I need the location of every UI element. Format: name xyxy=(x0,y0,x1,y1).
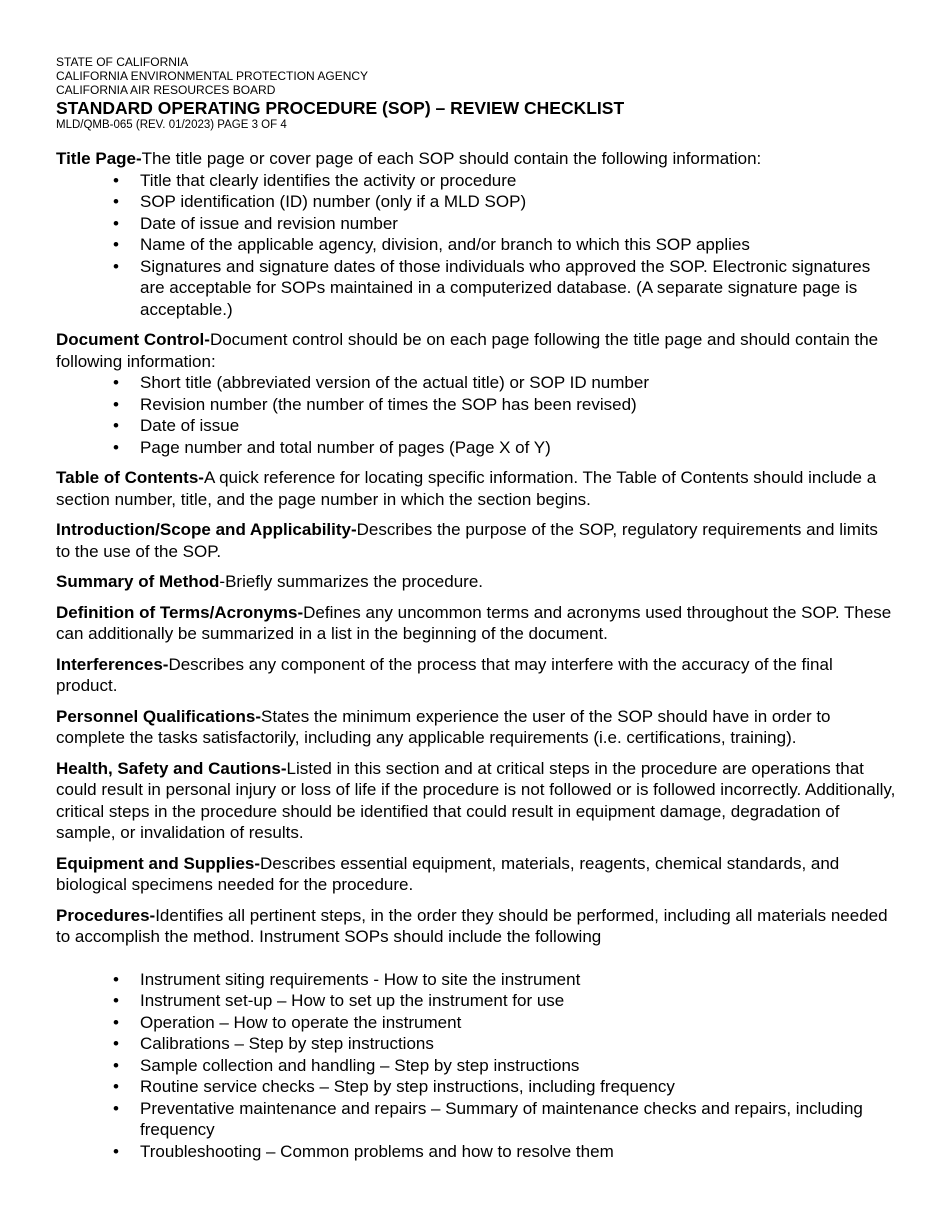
section-equipment xyxy=(56,853,896,896)
section-title-page xyxy=(56,148,896,320)
list-item: • Name of the applicable agency, division, and/or branch to which this SOP applies xyxy=(56,234,896,256)
section-text: Identifies all pertinent steps, in the order they should be performed, including all materials needed to accomplish the method. Instrument SOPs should include the following xyxy=(56,905,888,946)
section-text: States the minimum experience the user of the SOP should have in order to complete the tasks satisfactorily, including any applicable requirements (i.e. certifications, training). xyxy=(56,706,831,747)
section-label: Health, Safety and Cautions- xyxy=(56,758,287,778)
section-label: Definition of Terms/Acronyms- xyxy=(56,602,304,622)
list-item: • Instrument siting requirements - How to site the instrument xyxy=(56,969,896,991)
list-item: • Instrument set-up – How to set up the instrument for use xyxy=(56,990,896,1012)
section-text: Listed in this section and at critical steps in the procedure are operations that could result in personal injury or loss of life if the procedure is not followed or is followed incorrectly. Additionally, critical steps in the procedure should be identified that could result in equipment damage, degradation of sample, or invalidation of results. xyxy=(56,758,896,842)
section-label: Introduction/Scope and Applicability- xyxy=(56,520,357,539)
form-id: MLD/QMB-065 (REV. 01/2023) PAGE 3 OF 4 xyxy=(56,119,287,131)
list-item: • Calibrations – Step by step instructions xyxy=(56,1033,896,1055)
section-label: Interferences- xyxy=(56,654,169,674)
section-text: -Briefly summarizes the procedure. xyxy=(219,572,483,591)
section-introduction xyxy=(56,519,896,562)
section-text: A quick reference for locating specific information. The Table of Contents should include a section number, title, and the page number in which the section begins. xyxy=(56,468,877,509)
section-label: Table of Contents- xyxy=(56,468,204,487)
procedures-list xyxy=(56,969,896,1163)
header-state: STATE OF CALIFORNIA xyxy=(56,55,189,69)
list-item: • Preventative maintenance and repairs – Summary of maintenance checks and repairs, including frequency xyxy=(56,1098,896,1141)
section-text: Describes the purpose of the SOP, regulatory requirements and limits to the use of the SOP. xyxy=(56,520,878,561)
section-health-safety xyxy=(56,758,896,844)
section-text: Describes essential equipment, materials, reagents, chemical standards, and biological specimens needed for the procedure. xyxy=(56,853,840,894)
section-text: The title page or cover page of each SOP should contain the following information: xyxy=(141,149,762,168)
list-item: • Title that clearly identifies the activity or procedure xyxy=(56,170,896,192)
section-label: Document Control- xyxy=(56,330,210,349)
section-text: Document control should be on each page following the title page and should contain the following information: xyxy=(56,330,879,371)
header-board: CALIFORNIA AIR RESOURCES BOARD xyxy=(56,83,276,97)
section-label: Personnel Qualifications- xyxy=(56,706,261,726)
list-item: • Revision number (the number of times the SOP has been revised) xyxy=(56,394,896,416)
section-table-of-contents xyxy=(56,467,896,510)
document-control-list xyxy=(56,372,896,458)
section-label: Procedures- xyxy=(56,905,156,925)
list-item: • Date of issue and revision number xyxy=(56,213,896,235)
section-interferences xyxy=(56,654,896,697)
list-item: • Sample collection and handling – Step by step instructions xyxy=(56,1055,896,1077)
list-item: • Troubleshooting – Common problems and how to resolve them xyxy=(56,1141,896,1163)
section-label: Summary of Method xyxy=(56,572,220,591)
section-procedures xyxy=(56,905,896,1163)
section-definitions xyxy=(56,602,896,645)
section-text: Describes any component of the process that may interfere with the accuracy of the final product. xyxy=(56,654,833,695)
section-text: Defines any uncommon terms and acronyms used throughout the SOP. These can additionally be summarized in a list in the beginning of the document. xyxy=(56,602,892,643)
section-document-control xyxy=(56,329,896,458)
list-item: • Short title (abbreviated version of the actual title) or SOP ID number xyxy=(56,372,896,394)
section-label: Equipment and Supplies- xyxy=(56,853,261,873)
title-page-list xyxy=(56,170,896,321)
section-label: Title Page- xyxy=(56,149,142,168)
section-summary xyxy=(56,571,896,593)
list-item: • Date of issue xyxy=(56,415,896,437)
document-header xyxy=(56,55,896,132)
list-item: • Operation – How to operate the instrument xyxy=(56,1012,896,1034)
section-personnel xyxy=(56,706,896,749)
list-item: • SOP identification (ID) number (only if a MLD SOP) xyxy=(56,191,896,213)
list-item: • Signatures and signature dates of those individuals who approved the SOP. Electronic signatures are acceptable for SOPs maintained in a computerized database. (A separate signature page is acceptable.) xyxy=(56,256,896,321)
list-item: • Page number and total number of pages (Page X of Y) xyxy=(56,437,896,459)
document-title: STANDARD OPERATING PROCEDURE (SOP) – REVIEW CHECKLIST xyxy=(56,98,625,118)
document-page xyxy=(56,55,896,1162)
list-item: • Routine service checks – Step by step instructions, including frequency xyxy=(56,1076,896,1098)
header-agency: CALIFORNIA ENVIRONMENTAL PROTECTION AGENCY xyxy=(56,69,369,83)
